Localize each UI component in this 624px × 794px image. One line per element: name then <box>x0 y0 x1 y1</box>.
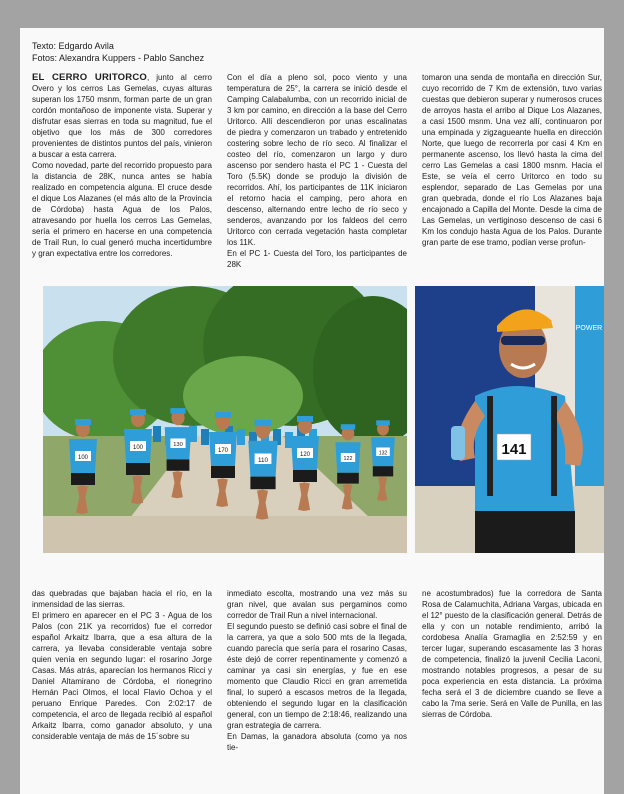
lead-paragraph <box>32 72 212 160</box>
runners-group-illustration <box>43 286 407 553</box>
article-column-3 <box>422 72 602 282</box>
lead-title: EL CERRO URITORCO <box>32 72 147 83</box>
text-credit: Texto: Edgardo Avila <box>32 41 114 51</box>
paragraph: inmediato escolta, mostrando una vez más su gran nivel, que avalan sus pergaminos como corredor de Trail Run a nivel internacional. <box>227 589 407 620</box>
runner-portrait-illustration <box>415 286 604 553</box>
paragraph: En Damas, la ganadora absoluta (como ya nos tie- <box>227 732 407 752</box>
runner-bib-number: 130 <box>173 442 183 449</box>
paragraph: tomaron una senda de montaña en dirección Sur, cuyo recorrido de 7 Km de extensión, tuvo varias cuestas que debieron superar y numerosos cruces de arroyos hasta el arribo al Dique Los Alazanes, a casi 1500 msnm. Una vez allí, continuaron por una empinada y zigzagueante huella en dirección Norte, que luego de recorrerla por casi 4 Km en permanente ascenso, los llevó hasta la cima del cerro Las Gemelas a casi 1800 msnm. Hacia el Este, se veía el cerro Uritorco en todo su esplendor, separado de Las Gemelas por una gran quebrada, donde el río Los Alazanes baja encajonado a Capilla del Monte. Desde la cima de Las Gemelas, un vertiginoso descenso de casi 6 Km los condujo hasta Agua de los Palos. Durante gran parte de ese tramo, podían verse profun- <box>422 73 602 247</box>
paragraph: ne acostumbrados) fue la corredora de Santa Rosa de Calamuchita, Adriana Vargas, ubicada en el 12° puesto de la clasificación general. Detrás de ella y con un notable rendimiento, arribó la cordobesa Analía Gramaglia en 2:52:59 y en tercer lugar, superando escasamente las 3 horas de competencia, finalizó la juvenil Cecilia Laconi, mostrando notables progresos, a pesar de su poca experiencia en esta distancia. La próxima fecha será el 3 de diciembre cuando se lleve a cabo la 7ma serie. Será en Valle de Punilla, en las sierras de Córdoba. <box>422 589 602 719</box>
runners-group-photo <box>43 286 407 553</box>
bib-number: 141 <box>501 441 527 458</box>
article-column-5 <box>227 588 407 758</box>
runner-bib-number: 110 <box>257 456 269 464</box>
paragraph: El primero en aparecer en el PC 3 - Agua de los Palos (con 21K ya recorridos) fue el corredor español Arkaitz Ibarra, que a esa altura de la carrera, ya llevaba considerable ventaja sobre quien venía en segundo lugar: el rosarino Jorge Casas. Más atrás, aparecían los hermanos Ricci y Daniel Altamirano de Córdoba, el rionegrino Hernán Paci Olmos, el local Flavio Ochoa y el peruano Enrique Paredes. Con 2:02:17 de competencia, el arco de llegada recibió al español Arkaitz Ibarra, como ganador absoluto, y una considerable ventaja de más de 15´sobre su <box>32 611 212 741</box>
photo-credit: Fotos: Alexandra Kuppers - Pablo Sanchez <box>32 53 205 63</box>
credits-block <box>32 40 204 64</box>
article-column-1 <box>32 72 212 282</box>
magazine-page <box>20 28 604 794</box>
runner-bib-number: 100 <box>77 455 89 461</box>
article-column-2 <box>227 72 407 282</box>
banner-text: POWER <box>575 325 603 332</box>
runner-bib-number: 120 <box>299 452 311 458</box>
runner-bib-number: 132 <box>378 450 388 457</box>
article-column-6 <box>422 588 602 758</box>
runner-bib-number: 122 <box>343 456 353 463</box>
runner-bib-number: 100 <box>132 445 144 451</box>
runner-bib-number: 170 <box>217 448 229 454</box>
paragraph: En el PC 1- Cuesta del Toro, los participantes de 28K <box>227 249 407 269</box>
paragraph: das quebradas que bajaban hacia el río, en la inmensidad de las sierras. <box>32 589 212 609</box>
paragraph: , junto al cerro Overo y los cerros Las Gemelas, cuyas alturas superan los 1750 msnm, forman parte de un gran cordón montañoso de imponente vista. Superar y disfrutar esas sierras en toda su magnitud, fue el objetivo que los más de 300 corredores provenientes de distintos puntos del país, vinieron a buscar a esta carrera. <box>32 73 212 159</box>
paragraph: Con el día a pleno sol, poco viento y una temperatura de 25°, la carrera se inició desde el Camping Calabalumba, con un recorrido inicial de 3 km por camino, en dirección a la base del Cerro Uritorco. Allí descendieron por unas escalinatas de piedra y comenzaron un trabado y entretenido costering sobre lecho de río seco. Al finalizar el costeo del río, comenzaron un largo y duro ascenso por sendero hasta el PC 1 - Cuesta del Toro (5.5K) donde se produjo la división de recorridos. Ahí, los participantes de 11K iniciaron el retorno hacia el camping, pero ahora en descenso, alternando entre lecho de río seco y senderos, avanzando por los faldeos del cerro Uritorco con cerrada vegetación hasta completar los 11K. <box>227 73 407 247</box>
runner-portrait-photo <box>415 286 604 553</box>
paragraph: El segundo puesto se definió casi sobre el final de la carrera, ya que a solo 500 mts de la llegada, cuando parecía que sería para el rosarino Casas, éste dejó de correr repentinamente y comenzó a caminar ya casi sin energías, y fue en ese momento que Claudio Ricci en gran arremetida final, lo superó a escasos metros de la llegada, obteniendo el segundo lugar en la clasificación general, con un tiempo de 2:18:46, realizando una gran estrategia de carrera. <box>227 622 407 730</box>
paragraph: Como novedad, parte del recorrido propuesto para la distancia de 28K, nunca antes se había realizado en competencia alguna. El cruce desde el dique Los Alazanes (el más alto de la Provincia de Córdoba) hasta Agua de los Palos, atravesando por huella los cerros Las Gemelas, sería el primero en hacerse en una competencia de Trail Run, lo cual generó mucha incertidumbre y gran expectativa entre los corredores. <box>32 161 212 258</box>
article-column-4 <box>32 588 212 758</box>
